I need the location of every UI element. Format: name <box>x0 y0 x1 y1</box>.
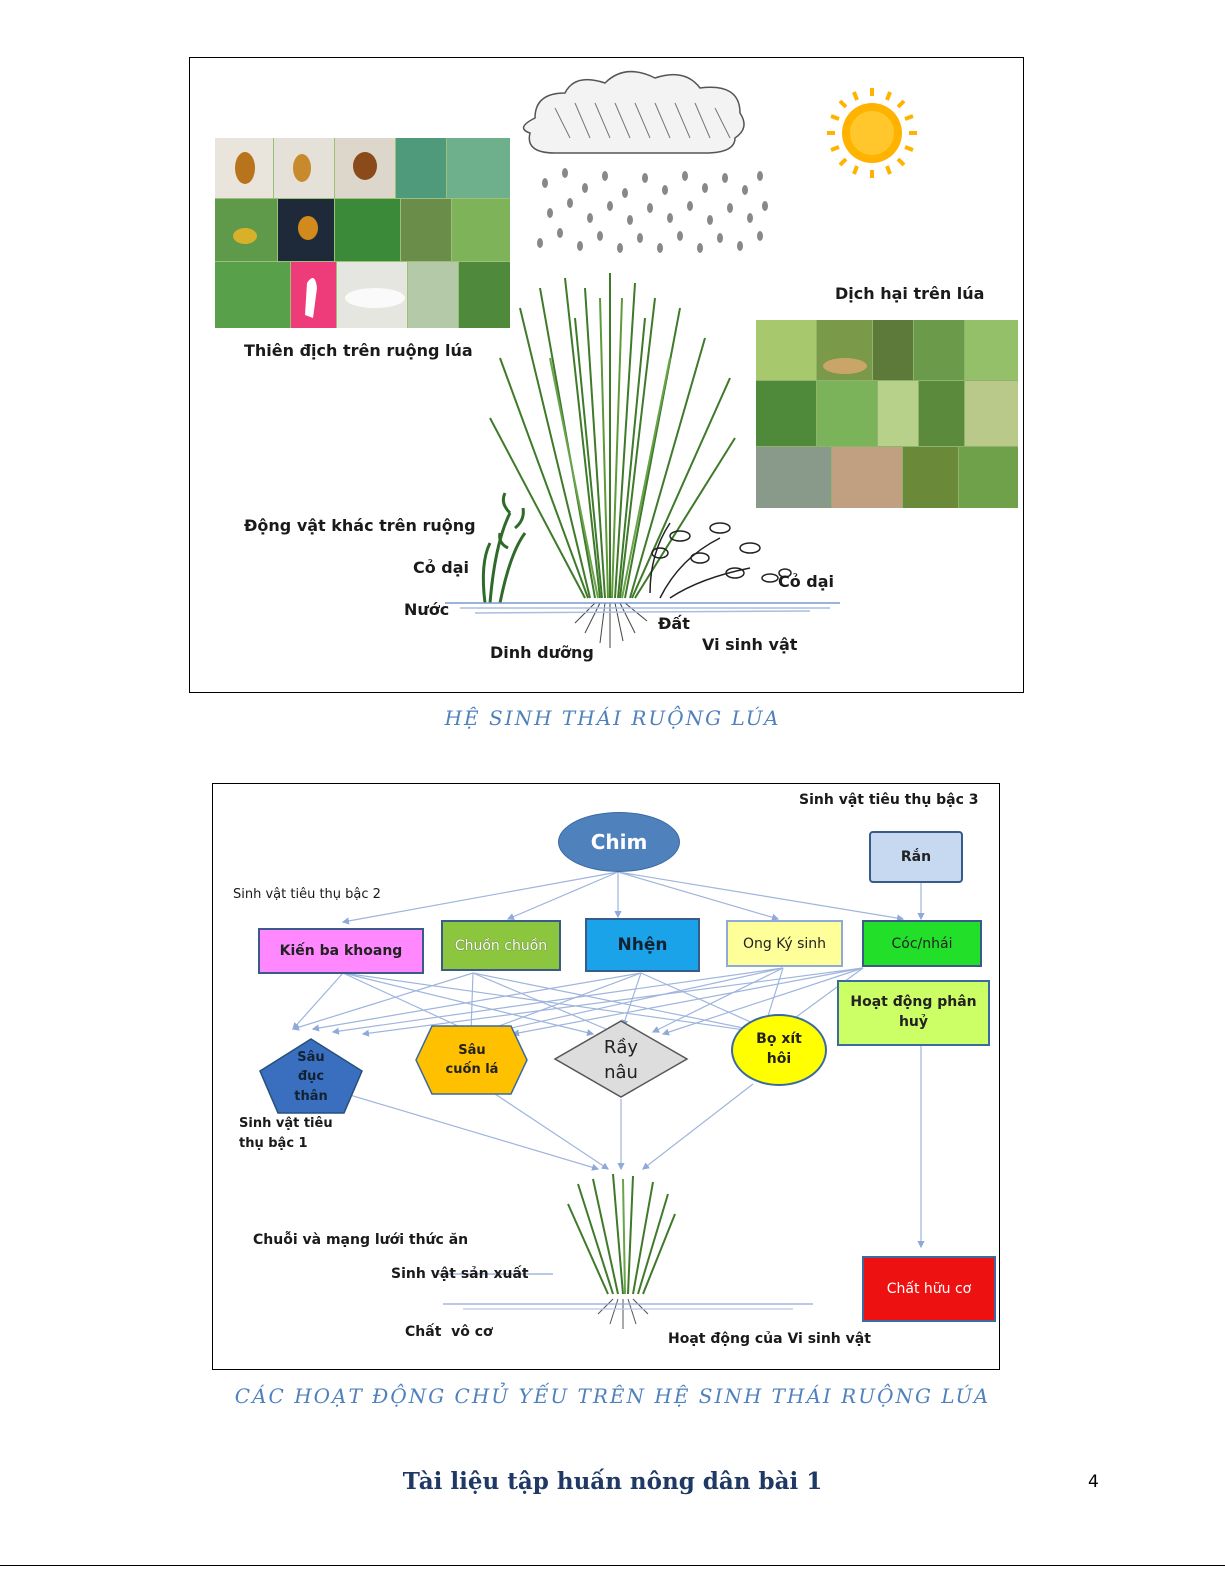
node-wasp: Ong Ký sinh <box>726 920 843 967</box>
label-weeds-left: Cỏ dại <box>413 558 470 577</box>
node-decomposition: Hoạt động phân huỷ <box>837 980 990 1046</box>
label-microbes: Vi sinh vật <box>702 635 798 654</box>
natural-enemies-photo-grid <box>215 138 510 328</box>
footer-rule <box>0 1565 1225 1566</box>
rice-roots <box>575 603 647 648</box>
node-stink-bug: Bọ xít hôi <box>731 1014 827 1086</box>
ecosystem-illustration <box>190 58 1023 692</box>
rain-cloud-icon <box>524 72 744 153</box>
footer-title: Tài liệu tập huấn nông dân bài 1 <box>402 1468 823 1495</box>
label-other-animals: Động vật khác trên ruộng <box>244 516 476 535</box>
rice-plant <box>490 273 735 598</box>
node-planthopper: Rầy nâu <box>603 1036 639 1083</box>
label-food-web: Chuỗi và mạng lưới thức ăn <box>253 1232 469 1248</box>
node-stem-borer: Sâu đục thân <box>294 1049 328 1104</box>
page-number: 4 <box>1088 1472 1099 1492</box>
label-pests: Dịch hại trên lúa <box>835 284 985 303</box>
label-weeds-right: Cỏ dại <box>778 572 835 591</box>
ecosystem-figure <box>189 57 1024 693</box>
node-frog: Cóc/nhái <box>862 920 982 967</box>
rain-drops <box>537 168 768 253</box>
producer-rice-plant <box>568 1174 675 1294</box>
label-consumer3: Sinh vật tiêu thụ bậc 3 <box>799 792 979 808</box>
node-leaf-roller: Sâu cuốn lá <box>445 1042 499 1077</box>
label-nutrition: Dinh dưỡng <box>490 643 594 662</box>
label-natural-enemies: Thiên địch trên ruộng lúa <box>244 341 473 360</box>
node-snake: Rắn <box>869 831 963 883</box>
food-web-figure <box>212 783 1000 1370</box>
node-bird: Chim <box>558 812 680 872</box>
figure2-caption: CÁC HOẠT ĐỘNG CHỦ YẾU TRÊN HỆ SINH THÁI RUỘNG LÚA <box>234 1384 991 1408</box>
grass-weed <box>483 493 525 603</box>
node-ant: Kiến ba khoang <box>258 928 424 974</box>
water-line <box>445 603 840 613</box>
node-dragonfly: Chuồn chuồn <box>441 920 561 971</box>
node-organic: Chất hữu cơ <box>862 1256 996 1322</box>
sun-icon <box>827 88 917 178</box>
label-consumer1: Sinh vật tiêu thụ bậc 1 <box>239 1116 333 1151</box>
figure1-caption: HỆ SINH THÁI RUỘNG LÚA <box>444 706 781 730</box>
label-microbe-activity: Hoạt động của Vi sinh vật <box>668 1331 871 1347</box>
label-consumer2: Sinh vật tiêu thụ bậc 2 <box>233 887 381 902</box>
node-spider: Nhện <box>585 918 700 972</box>
label-soil: Đất <box>658 614 690 633</box>
pests-photo-grid <box>756 320 1018 508</box>
label-water: Nước <box>404 600 450 619</box>
label-producer: Sinh vật sản xuất <box>391 1266 529 1282</box>
label-inorganic: Chất vô cơ <box>405 1324 493 1340</box>
weed-sketch <box>650 523 791 598</box>
